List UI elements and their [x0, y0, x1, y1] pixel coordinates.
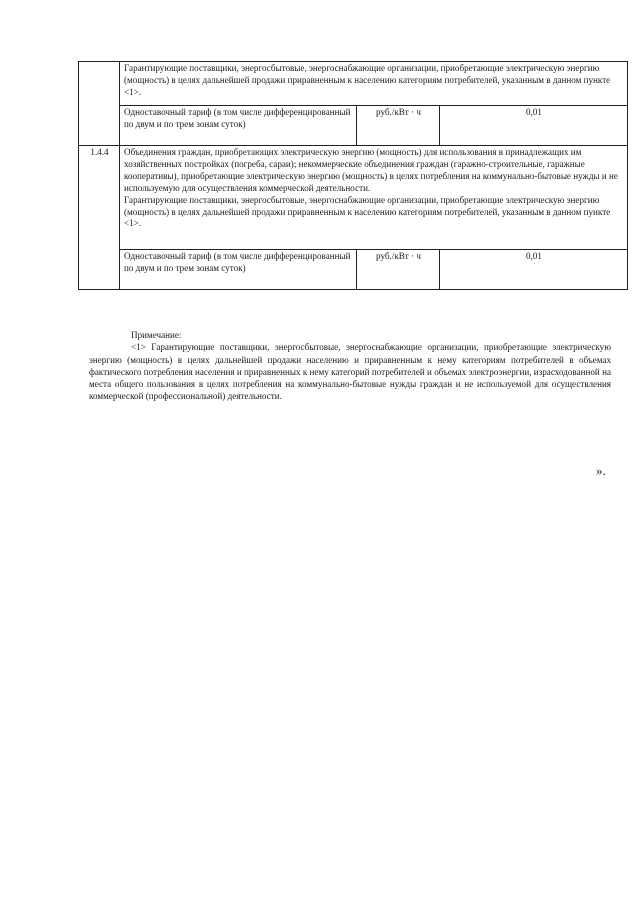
tariff-name: Одноставочный тариф (в том числе дифференцированный по двум и по трем зонам суток) — [120, 250, 357, 290]
row-description: Гарантирующие поставщики, энергосбытовые, энергоснабжающие организации, приобретающие электрическую энергию (мощность) в целях дальнейшей продажи приравненным к населению категориям потребителей, указанным в данном пункте <1>. — [120, 62, 628, 106]
row-description-part: Объединения граждан, приобретающих электрическую энергию (мощность) для использования в принадлежащих им хозяйственных постройках (погреба, сараи); некоммерческие объединения граждан (гаражно-строительные, гаражные кооперативы), приобретающие электрическую энергию (мощность) в целях потребления на коммунально-бытовые нужды и не используемую для осуществления коммерческой деятельности. — [124, 147, 618, 193]
table-row — [79, 106, 628, 146]
tariff-unit: руб./кВт · ч — [357, 106, 440, 146]
tariff-value: 0,01 — [440, 250, 628, 290]
tariff-name: Одноставочный тариф (в том числе дифференцированный по двум и по трем зонам суток) — [120, 106, 357, 146]
footnote-title: Примечание: — [131, 330, 182, 340]
closing-quote: ». — [596, 463, 606, 478]
row-number — [79, 62, 120, 146]
tariff-unit: руб./кВт · ч — [357, 250, 440, 290]
row-description — [120, 146, 628, 250]
table-row — [79, 62, 628, 106]
footnote — [89, 329, 611, 403]
tariff-table — [78, 61, 628, 290]
footnote-text: <1> Гарантирующие поставщики, энергосбытовые, энергоснабжающие организации, приобретающие электрическую энергию (мощность) в целях дальнейшей продажи населению и приравненным к нему категориям потребителей в объемах фактического потребления населения и приравненных к нему категорий потребителей и объемах электроэнергии, израсходованной на места общего пользования в целях потребления на коммунально-бытовые нужды граждан и не используемой для осуществления коммерческой (профессиональной) деятельности. — [89, 342, 611, 402]
row-description-part: Гарантирующие поставщики, энергосбытовые, энергоснабжающие организации, приобретающие электрическую энергию (мощность) в целях дальнейшей продажи приравненным к населению категориям потребителей, указанным в данном пункте <1>. — [124, 194, 611, 229]
row-number: 1.4.4 — [79, 146, 120, 290]
table-row — [79, 250, 628, 290]
tariff-value: 0,01 — [440, 106, 628, 146]
table-row — [79, 146, 628, 250]
